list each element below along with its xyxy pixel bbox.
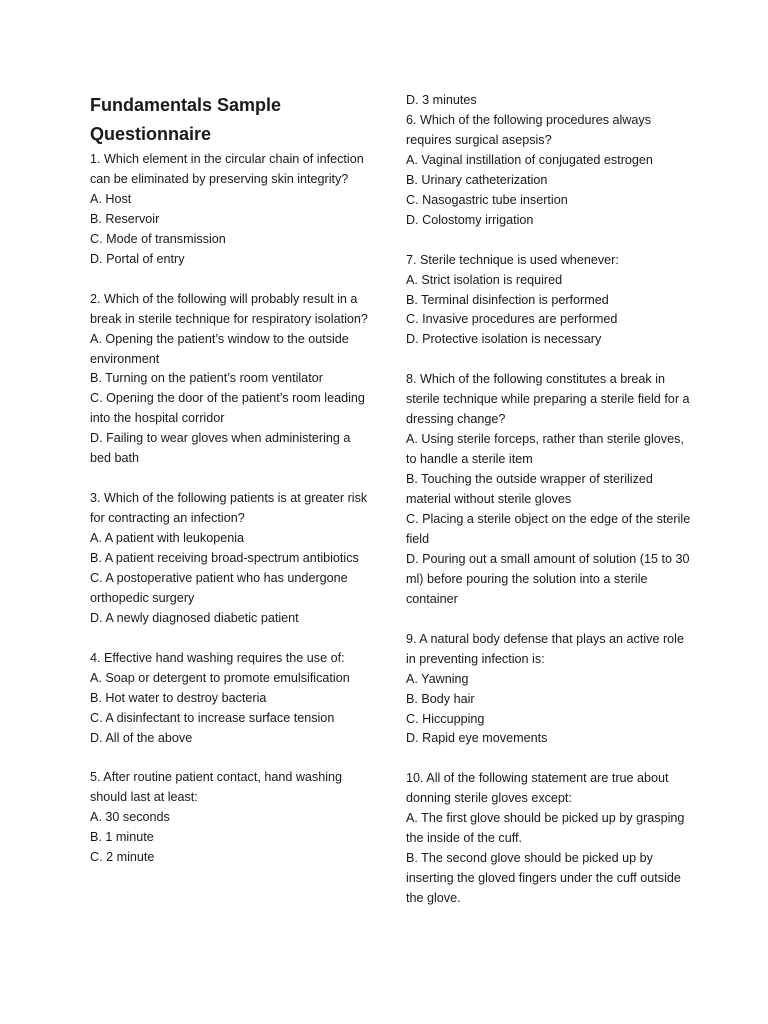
answer-option: C. A disinfectant to increase surface tension	[90, 710, 335, 725]
answer-option: B. A patient receiving broad-spectrum antibiotics	[90, 551, 359, 566]
answer-option: A. Strict isolation is required	[406, 272, 563, 287]
answer-option: C. Invasive procedures are performed	[406, 312, 618, 327]
answer-option: B. Terminal disinfection is performed	[406, 292, 609, 307]
answer-option: A. Soap or detergent to promote emulsification	[90, 670, 350, 685]
answer-option: A. Host	[90, 191, 132, 206]
answer-option: C. Opening the door of the patient’s room leading into the hospital corridor	[90, 391, 365, 426]
question-block	[90, 649, 372, 749]
answer-option: B. Body hair	[406, 691, 475, 706]
answer-option: D. Portal of entry	[90, 251, 185, 266]
answer-option: A. A patient with leukopenia	[90, 531, 245, 546]
answer-option: D. Colostomy irrigation	[406, 212, 534, 227]
answer-option: C. Placing a sterile object on the edge of the sterile field	[406, 511, 691, 546]
answer-option: A. Vaginal instillation of conjugated estrogen	[406, 152, 653, 167]
answer-option: A. Opening the patient’s window to the outside environment	[90, 331, 349, 366]
question-text: 3. Which of the following patients is at greater risk for contracting an infection?	[90, 491, 368, 526]
question-text: 2. Which of the following will probably result in a break in sterile technique for respiratory isolation?	[90, 291, 368, 326]
answer-option: B. Reservoir	[90, 211, 160, 226]
answer-option: A. Using sterile forceps, rather than sterile gloves, to handle a sterile item	[406, 432, 684, 467]
answer-option: B. Urinary catheterization	[406, 172, 548, 187]
answer-option: C. Nasogastric tube insertion	[406, 192, 568, 207]
answer-option: D. A newly diagnosed diabetic patient	[90, 610, 299, 625]
question-block	[90, 290, 372, 470]
question-text: 9. A natural body defense that plays an active role in preventing infection is:	[406, 631, 684, 666]
answer-option: B. 1 minute	[90, 830, 154, 845]
answer-option: B. Turning on the patient’s room ventilator	[90, 371, 323, 386]
answer-option: B. The second glove should be picked up by inserting the gloved fingers under the cuff outside the glove.	[406, 851, 681, 906]
answer-option: A. The first glove should be picked up by grasping the inside of the cuff.	[406, 811, 685, 846]
question-block	[90, 150, 372, 270]
answer-option: D. All of the above	[90, 730, 193, 745]
answer-option: A. 30 seconds	[90, 810, 170, 825]
question-text: 5. After routine patient contact, hand washing should last at least:	[90, 770, 343, 805]
question-block	[406, 91, 691, 111]
question-text: 8. Which of the following constitutes a break in sterile technique while preparing a sterile field for a dressing change?	[406, 372, 690, 427]
question-text: 1. Which element in the circular chain of infection can be eliminated by preserving skin integrity?	[90, 152, 364, 186]
question-block	[406, 630, 691, 750]
question-block	[90, 489, 372, 629]
left-column	[90, 0, 372, 888]
question-text: 6. Which of the following procedures always requires surgical asepsis?	[406, 112, 652, 147]
answer-option: C. Hiccupping	[406, 711, 485, 726]
question-block	[406, 370, 691, 609]
answer-option: B. Touching the outside wrapper of sterilized material without sterile gloves	[406, 472, 653, 507]
answer-option: C. A postoperative patient who has undergone orthopedic surgery	[90, 570, 348, 605]
question-text: 7. Sterile technique is used whenever:	[406, 252, 619, 267]
answer-option: C. Mode of transmission	[90, 231, 226, 246]
question-block	[406, 111, 691, 231]
page-title: Fundamentals Sample Questionnaire	[90, 95, 282, 144]
answer-option: D. Failing to wear gloves when administering a bed bath	[90, 431, 351, 466]
question-block	[90, 768, 372, 868]
answer-option: D. Protective isolation is necessary	[406, 332, 602, 347]
answer-option: D. 3 minutes	[406, 93, 477, 107]
question-block	[406, 251, 691, 351]
answer-option: C. 2 minute	[90, 850, 155, 865]
answer-option: A. Yawning	[406, 671, 469, 686]
question-text: 4. Effective hand washing requires the use of:	[90, 650, 345, 665]
right-column	[406, 0, 691, 929]
answer-option: D. Pouring out a small amount of solution (15 to 30 ml) before pouring the solution into a sterile container	[406, 551, 690, 606]
question-text: 10. All of the following statement are true about donning sterile gloves except:	[406, 771, 669, 806]
answer-option: D. Rapid eye movements	[406, 731, 548, 746]
question-block	[406, 769, 691, 909]
answer-option: B. Hot water to destroy bacteria	[90, 690, 267, 705]
right-question-list	[406, 91, 691, 909]
left-question-list	[90, 150, 372, 868]
